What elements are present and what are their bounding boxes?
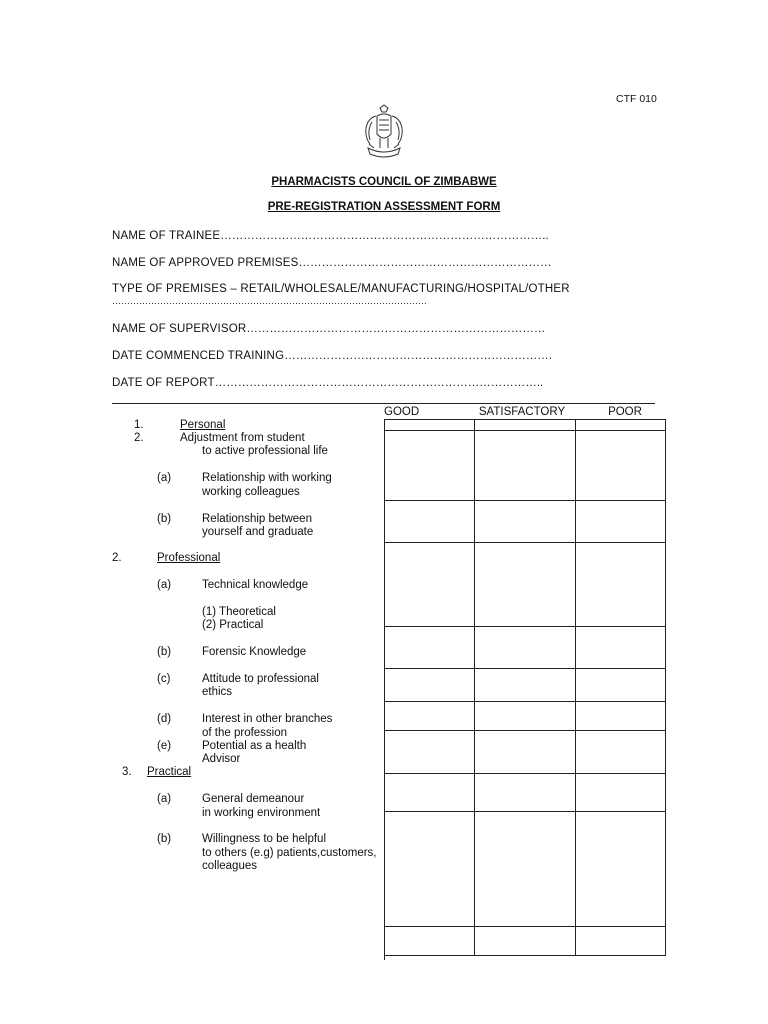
willingness-text: Willingness to be helpful <box>202 833 327 845</box>
item-b-letter: (b) <box>157 646 172 658</box>
relationship-between-text: Relationship between <box>202 513 312 525</box>
date-commenced-field[interactable]: DATE COMMENCED TRAINING……………………………………………………………. <box>112 350 552 362</box>
willingness-text-2: to others (e.g) patients,customers, <box>202 847 377 859</box>
section-personal-title: Personal <box>180 419 226 431</box>
organization-title: PHARMACISTS COUNCIL OF ZIMBABWE <box>271 176 497 188</box>
adjustment-text-2: to active professional life <box>202 445 328 457</box>
rating-grid[interactable] <box>384 419 666 960</box>
premises-type-label: TYPE OF PREMISES – RETAIL/WHOLESALE/MANUFACTURING/HOSPITAL/OTHER <box>112 283 570 295</box>
premises-field[interactable]: NAME OF APPROVED PREMISES………………………………………………………… <box>112 257 552 269</box>
item-b-letter: (b) <box>157 513 172 525</box>
relationship-working-text-2: working colleagues <box>202 486 300 498</box>
coat-of-arms-logo <box>360 104 408 160</box>
date-of-report-field[interactable]: DATE OF REPORT………………………………………………………………………….. <box>112 377 544 389</box>
theoretical-text: (1) Theoretical <box>202 606 276 618</box>
interest-text: Interest in other branches <box>202 713 333 725</box>
item-c-letter: (c) <box>157 673 171 685</box>
attitude-text-2: ethics <box>202 686 233 698</box>
form-code: CTF 010 <box>616 93 657 105</box>
item-d-letter: (d) <box>157 713 172 725</box>
column-header-poor: POOR <box>608 406 642 418</box>
demeanour-text-2: in working environment <box>202 807 321 819</box>
item-a-letter: (a) <box>157 472 172 484</box>
relationship-between-text-2: yourself and graduate <box>202 526 314 538</box>
potential-text: Potential as a health <box>202 740 307 752</box>
forensic-knowledge-text: Forensic Knowledge <box>202 646 307 658</box>
adjustment-text: Adjustment from student <box>180 432 305 444</box>
section-3-number: 3. <box>122 766 132 778</box>
item-b-letter: (b) <box>157 833 172 845</box>
column-header-good: GOOD <box>384 406 420 418</box>
item-a-letter: (a) <box>157 793 172 805</box>
column-header-satisfactory: SATISFACTORY <box>478 406 566 418</box>
interest-text-2: of the profession <box>202 727 288 739</box>
item-a-letter: (a) <box>157 579 172 591</box>
practical-text: (2) Practical <box>202 619 264 631</box>
section-practical-title: Practical <box>147 766 192 778</box>
item-e-letter: (e) <box>157 740 172 752</box>
trainee-field[interactable]: NAME OF TRAINEE………………………………………………………………………….. <box>112 230 549 242</box>
section-professional-title: Professional <box>157 552 221 564</box>
section-2-number: 2. <box>112 552 122 564</box>
relationship-working-text: Relationship with working <box>202 472 332 484</box>
section-1-number: 1. <box>134 419 144 431</box>
willingness-text-3: colleagues <box>202 860 257 872</box>
potential-text-2: Advisor <box>202 753 241 765</box>
form-title: PRE-REGISTRATION ASSESSMENT FORM <box>267 201 501 213</box>
supervisor-field[interactable]: NAME OF SUPERVISOR…………………………………………………………………… <box>112 323 546 335</box>
divider-line <box>112 403 655 404</box>
item-2-number: 2. <box>134 432 144 444</box>
technical-knowledge-text: Technical knowledge <box>202 579 309 591</box>
attitude-text: Attitude to professional <box>202 673 319 685</box>
premises-type-field[interactable]: …………………………………………………………………………………………… <box>112 296 427 306</box>
demeanour-text: General demeanour <box>202 793 305 805</box>
